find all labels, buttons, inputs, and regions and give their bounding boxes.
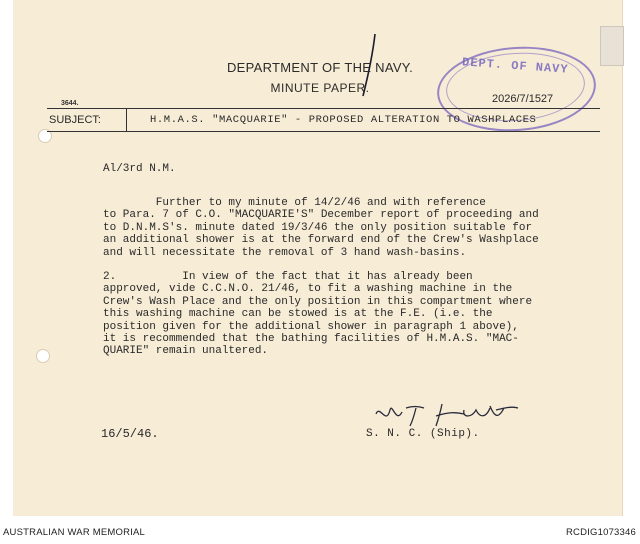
paragraph-line: it is recommended that the bathing facilities of H.M.A.S. "MAC- bbox=[103, 333, 519, 346]
footer-institution: AUSTRALIAN WAR MEMORIAL bbox=[3, 527, 146, 538]
form-number: 3644. bbox=[61, 100, 79, 107]
paragraph-line: and will necessitate the removal of 3 hand wash-basins. bbox=[103, 246, 467, 259]
department-heading: DEPARTMENT OF THE NAVY. bbox=[226, 60, 414, 75]
addressee: Al/3rd N.M. bbox=[103, 163, 176, 175]
subject-divider bbox=[126, 109, 127, 131]
paragraph-2 bbox=[103, 271, 598, 358]
paragraph-line: position given for the additional shower in paragraph 1 above), bbox=[103, 320, 519, 333]
subject-label: SUBJECT: bbox=[49, 114, 101, 126]
handwritten-signature bbox=[372, 396, 522, 432]
paragraph-line: an additional shower is at the forward end of the Crew's Washplace bbox=[103, 234, 539, 247]
paragraph-line: Further to my minute of 14/2/46 and with reference bbox=[103, 197, 486, 209]
stamp-text: DEPT. OF NAVY bbox=[461, 55, 569, 77]
paragraph-line: this washing machine can be stowed is at the F.E. (i.e. the bbox=[103, 308, 493, 321]
signatory-title: S. N. C. (Ship). bbox=[366, 428, 480, 440]
subject-bottom-rule bbox=[47, 131, 600, 132]
document-date: 16/5/46. bbox=[101, 427, 159, 441]
reference-number: 2026/7/1527 bbox=[492, 93, 554, 105]
subject-top-rule bbox=[47, 108, 600, 109]
subject-text: H.M.A.S. "MACQUARIE" - PROPOSED ALTERATION TO WASHPLACES bbox=[150, 114, 537, 126]
paragraph-line: to D.N.M.S's. minute dated 19/3/46 the only position suitable for bbox=[103, 221, 533, 234]
paragraph-line: Crew's Wash Place and the only position in this compartment where bbox=[103, 295, 533, 308]
form-title: MINUTE PAPER. bbox=[270, 81, 370, 95]
paragraph-line: approved, vide C.C.N.O. 21/46, to fit a washing machine in the bbox=[103, 283, 513, 296]
footer-record-id: RCDIG1073346 bbox=[566, 527, 636, 538]
punch-hole bbox=[36, 349, 50, 363]
paragraph-line: 2. In view of the fact that it has already been bbox=[103, 271, 473, 283]
paragraph-line: QUARIE" remain unaltered. bbox=[103, 345, 269, 358]
paragraph-1 bbox=[103, 197, 598, 259]
paragraph-line: to Para. 7 of C.O. "MACQUARIE'S" December report of proceeding and bbox=[103, 209, 539, 222]
